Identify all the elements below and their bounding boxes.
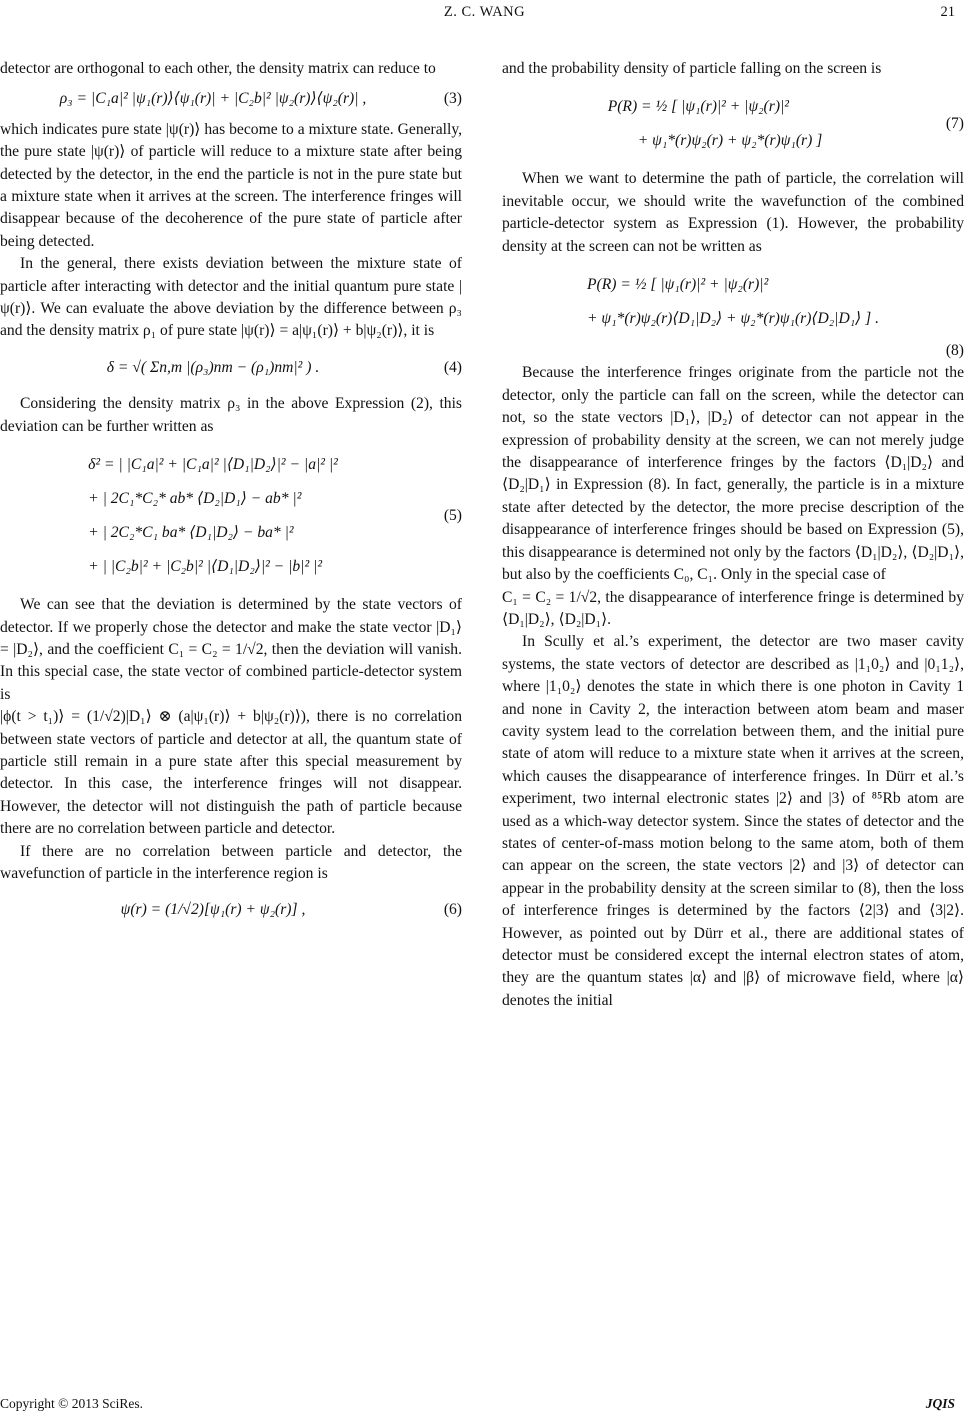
left-column bbox=[0, 58, 462, 936]
equation-body: δ = √( Σn,m |(ρ₃)nm − (ρ₁)nm|² ) . bbox=[106, 358, 320, 376]
equation-line: + | 2C₂*C₁ ba* ⟨D₁|D₂⟩ − ba* |² bbox=[88, 524, 294, 542]
equation-multiline bbox=[88, 448, 338, 584]
running-author: Z. C. WANG bbox=[443, 4, 526, 20]
equation-7 bbox=[502, 90, 964, 158]
paragraph: Because the interference fringes originate from the particle not the detector, only the particle can fall on the screen, while the detector can not, so the state vectors |D₁⟩, |D₂⟩ of detector can not appear in the expression of probability density at the screen, we can not merely judge the disappearance of interference fringes by the factors ⟨D₁|D₂⟩ and ⟨D₂|D₁⟩ in Expression (8). In fact, generally, the particle is in a mixture state after detected by the detector, the more precise description of the disappearance of interference fringes should be based on Expression (5), this disappearance is determined not only by the factors ⟨D₁|D₂⟩, ⟨D₂|D₁⟩, but also by the coefficients C₀, C₁. Only in the special case of bbox=[502, 364, 964, 584]
equation-multiline bbox=[608, 90, 823, 158]
equation-number: (7) bbox=[945, 115, 964, 133]
equation-number: (4) bbox=[443, 358, 462, 376]
equation-line: + | |C₂b|² + |C₂b|² |⟨D₁|D₂⟩|² − |b|² |² bbox=[88, 558, 323, 576]
page-header bbox=[0, 4, 969, 26]
paragraph: and the probability density of particle falling on the screen is bbox=[502, 60, 882, 77]
paragraph: Considering the density matrix ρ₃ in the above Expression (2), this deviation can be further written as bbox=[0, 395, 462, 435]
paragraph: When we want to determine the path of particle, the correlation will inevitable occur, we should write the wavefunction of the combined particle-detector system as Expression (1). However, the probability density at the screen can not be written as bbox=[502, 170, 964, 255]
equation-number: (3) bbox=[443, 90, 462, 108]
page-number: 21 bbox=[940, 4, 955, 20]
journal-name: JQIS bbox=[925, 1396, 955, 1411]
paragraph: detector are orthogonal to each other, the density matrix can reduce to bbox=[0, 60, 436, 77]
paragraph: which indicates pure state |ψ(r)⟩ has become to a mixture state. Generally, the pure state |ψ(r)⟩ of particle will reduce to a mixture state after being detected by the detector, in the end the particle is not in the pure state but a mixture state when it arrives at the screen. The interference fringes will disappear because of the decoherence of the pure state of particle after being detected. bbox=[0, 120, 462, 250]
equation-line: + ψ₁*(r)ψ₂(r) + ψ₂*(r)ψ₁(r) ] bbox=[637, 132, 823, 150]
equation-6 bbox=[0, 899, 462, 921]
paragraph: In Scully et al.’s experiment, the detector are two maser cavity systems, the state vectors of detector are described as |1₁0₂⟩ and |0₁1₂⟩, where |1₁0₂⟩ denotes the state in which there is one photon in Cavity 1 and none in Cavity 2, the interaction between atom beam and maser cavity system lead to the correlation between them, and the initial pure state of atom will reduce to a mixture state when it arrives at the screen, which causes the disappearance of interference fringes. In Dürr et al.’s experiment, two internal electronic states |2⟩ and |3⟩ of ⁸⁵Rb atom are used as a which-way detector system. Since the states of detector and the states of center-of-mass motion belong to the same atom, both of them can appear on the screen, the state vectors |2⟩ and |3⟩ of detector can appear in the probability density at the screen similar to (8), then the loss of interference fringes is determined by the factors ⟨2|3⟩ and ⟨3|2⟩. However, as pointed out by Dürr et al., there are additional states of detector must be considered except the internal electron states of atom, they are the quantum states |α⟩ and |β⟩ of microwave field, where |α⟩ denotes the initial bbox=[502, 633, 964, 1009]
equation-line: + ψ₁*(r)ψ₂(r)⟨D₁|D₂⟩ + ψ₂*(r)ψ₁(r)⟨D₂|D₁⟩ ] . bbox=[587, 310, 879, 328]
equation-multiline bbox=[587, 268, 879, 336]
equation-number: (5) bbox=[443, 506, 462, 524]
equation-line: P(R) = ½ [ |ψ₁(r)|² + |ψ₂(r)|² bbox=[587, 276, 769, 294]
equation-line: P(R) = ½ [ |ψ₁(r)|² + |ψ₂(r)|² bbox=[607, 98, 789, 116]
equation-4 bbox=[0, 357, 462, 379]
copyright: Copyright © 2013 SciRes. bbox=[0, 1396, 144, 1411]
paragraph: |ϕ(t > t₁)⟩ = (1/√2)|D₁⟩ ⊗ (a|ψ₁(r)⟩ + b|ψ₂(r)⟩), there is no correlation between state vectors of particle and detector at all, the quantum state of particle still remain in a pure state after this special measurement by detector. In this case, the interference fringes will not disappear. However, the detector will not distinguish the path of particle because there are no correlation between particle and detector. bbox=[0, 708, 462, 838]
equation-line: + | 2C₁*C₂* ab* ⟨D₂|D₁⟩ − ab* |² bbox=[88, 490, 302, 508]
paragraph: If there are no correlation between particle and detector, the wavefunction of particle in the interference region is bbox=[0, 842, 462, 882]
paragraph: We can see that the deviation is determined by the state vectors of detector. If we properly chose the detector and make the state vector |D₁⟩ = |D₂⟩, and the coefficient C₁ = C₂ = 1/√2, then the deviation will vanish. In this special case, the state vector of combined particle-detector system is bbox=[0, 596, 462, 703]
paragraph: C₁ = C₂ = 1/√2, the disappearance of interference fringe is determined by ⟨D₁|D₂⟩, ⟨D₂|D₁⟩. bbox=[502, 588, 964, 628]
paragraph: In the general, there exists deviation between the mixture state of particle after interacting with detector and the initial quantum pure state |ψ(r)⟩. We can evaluate the above deviation by the difference between ρ₃ and the density matrix ρ₁ of pure state |ψ(r)⟩ = a|ψ₁(r)⟩ + b|ψ₂(r)⟩, it is bbox=[0, 255, 462, 340]
equation-3 bbox=[0, 88, 462, 110]
equation-body: ψ(r) = (1/√2)[ψ₁(r) + ψ₂(r)] , bbox=[120, 901, 306, 919]
equation-number: (6) bbox=[443, 901, 462, 919]
equation-line: δ² = | |C₁a|² + |C₁a|² |⟨D₁|D₂⟩|² − |a|² |² bbox=[88, 456, 338, 474]
right-column bbox=[502, 58, 964, 1012]
equation-body: ρ₃ = |C₁a|² |ψ₁(r)⟩⟨ψ₁(r)| + |C₂b|² |ψ₂(r)⟩⟨ψ₂(r)| , bbox=[59, 90, 367, 108]
equation-8 bbox=[502, 268, 964, 336]
equation-5 bbox=[0, 448, 462, 584]
equation-number: (8) bbox=[945, 342, 964, 360]
